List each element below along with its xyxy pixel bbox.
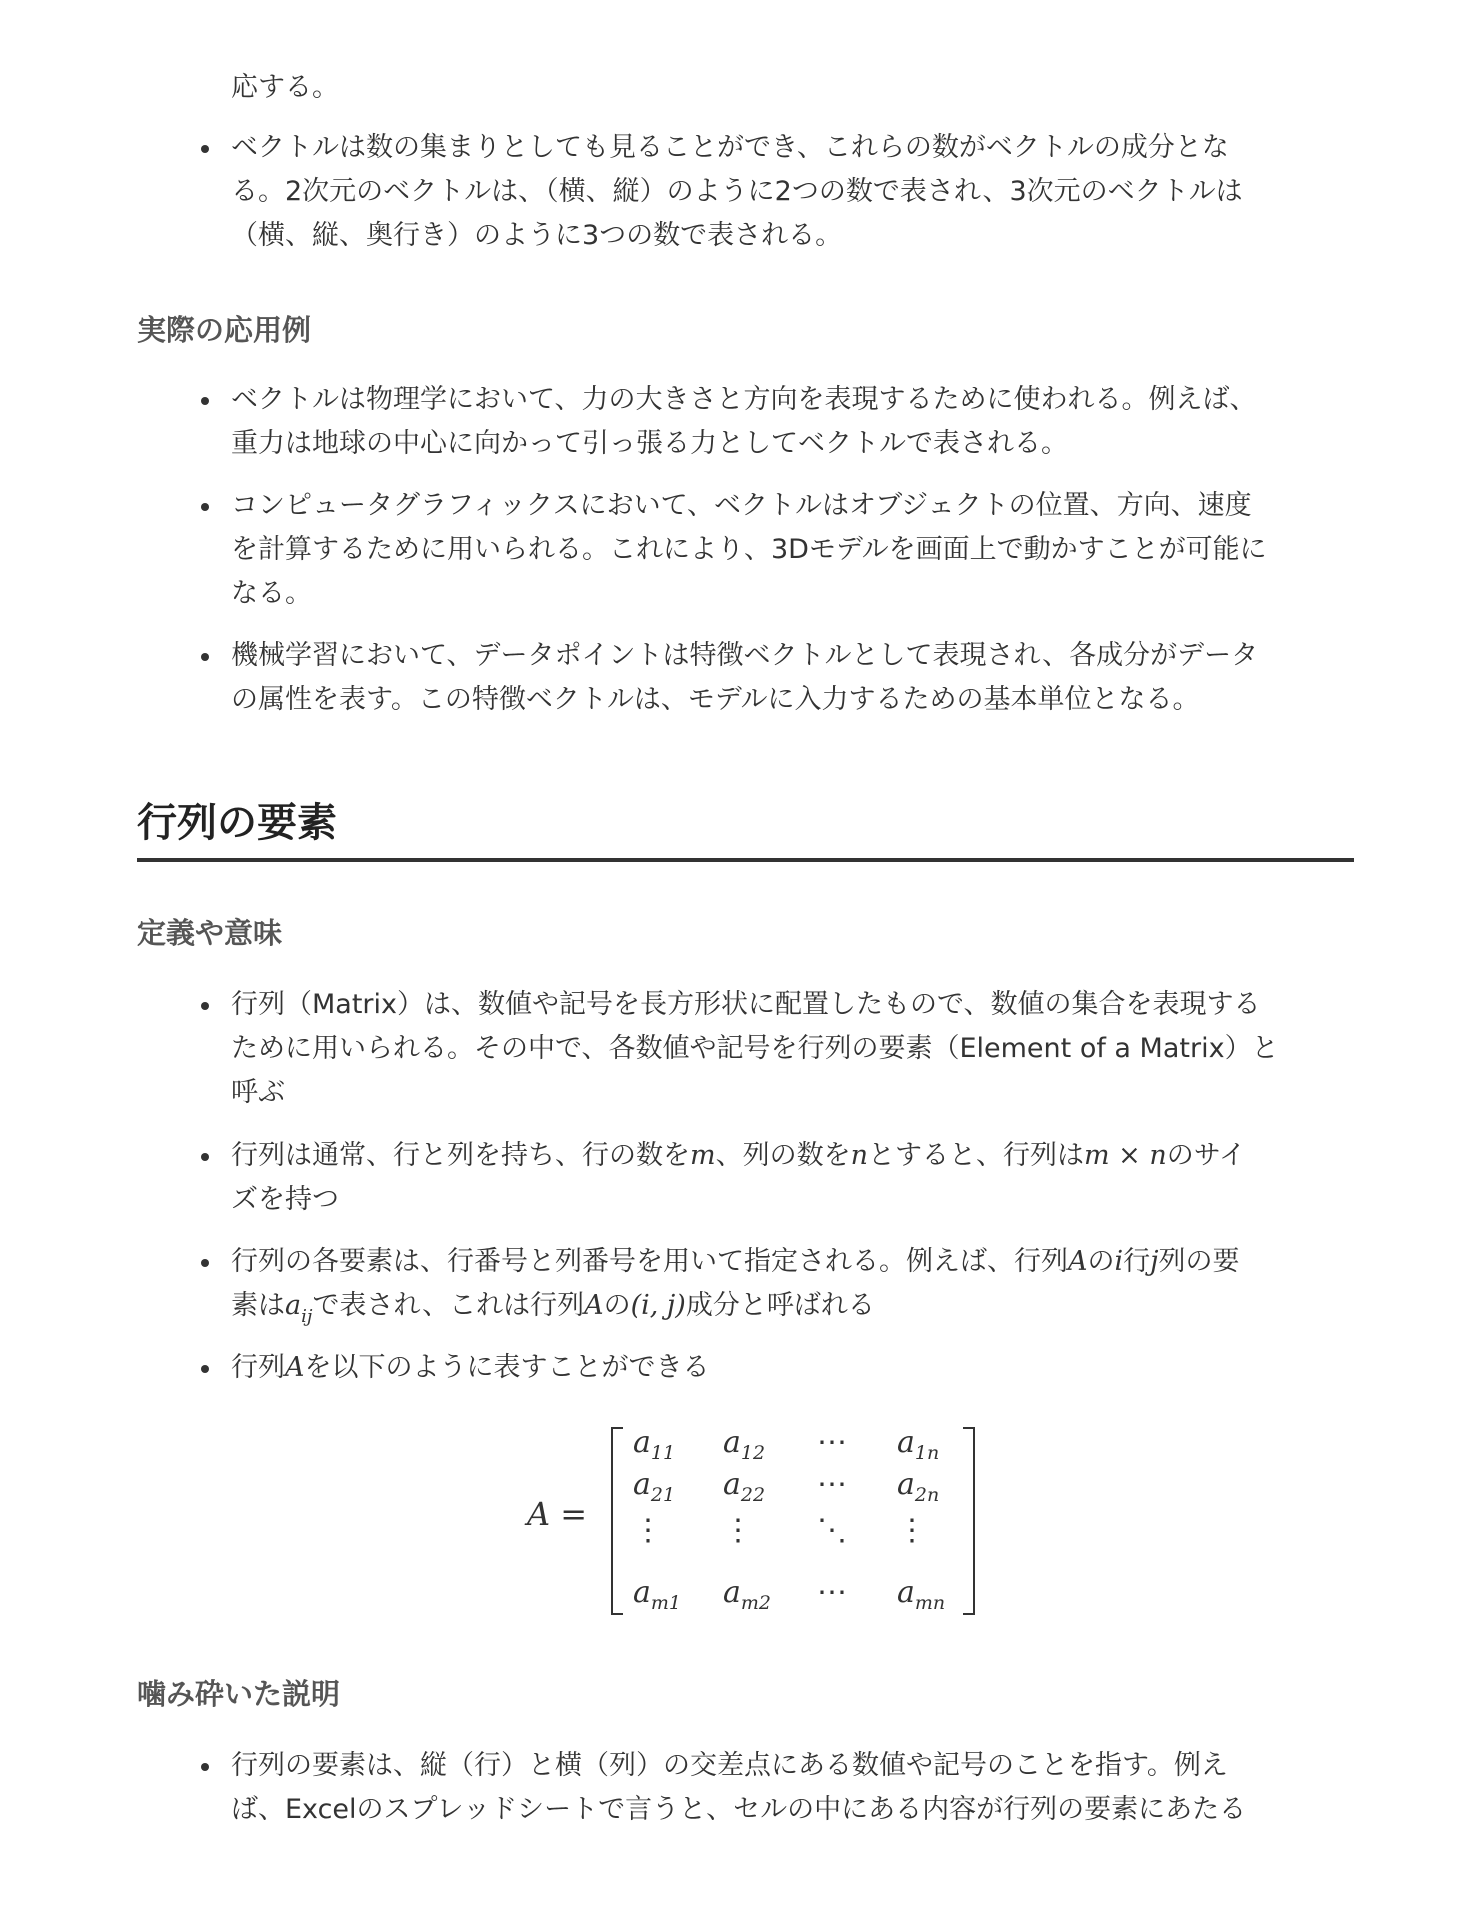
matrix-lhs: A =	[527, 1495, 588, 1533]
matrix-cell: ⋯	[817, 1467, 847, 1502]
matrix-cell: $a_{mn}$	[897, 1575, 946, 1614]
matrix-cell: ⋯	[817, 1575, 847, 1610]
matrix-cell: ⋮	[723, 1513, 753, 1548]
list-item: 行列は通常、行と列を持ち、行の数をm、列の数をnとすると、行列はm × nのサイ ズを持つ	[231, 1134, 1351, 1222]
explanation-heading: 噛み砕いた説明	[137, 1677, 341, 1711]
heading-divider	[137, 858, 1354, 862]
list-item: 行列の要素は、縦（行）と横（列）の交差点にある数値や記号のことを指す。例え ば、Excelのスプレッドシートで言うと、セルの中にある内容が行列の要素にあたる	[231, 1744, 1351, 1832]
bullet-icon	[201, 1763, 209, 1771]
list-item: ベクトルは物理学において、力の大きさと方向を表現するために使われる。例えば、 重力は地球の中心に向かって引っ張る力としてベクトルで表される。	[231, 378, 1351, 466]
matrix-cell: $a_{11}$	[633, 1425, 676, 1464]
right-bracket	[963, 1427, 975, 1615]
matrix-cell: $a_{22}$	[723, 1467, 766, 1506]
matrix-cell: $a_{2n}$	[897, 1467, 940, 1506]
list-item: 行列の各要素は、行番号と列番号を用いて指定される。例えば、行列Aのi行j列の要 素は$a_{ij}$で表され、これは行列Aの(i, j)成分と呼ばれる	[231, 1240, 1351, 1331]
matrix-cell: ⋮	[633, 1513, 663, 1548]
list-item: コンピュータグラフィックスにおいて、ベクトルはオブジェクトの位置、方向、速度 を計算するために用いられる。これにより、3Dモデルを画面上で動かすことが可能に なる。	[231, 484, 1351, 616]
matrix-cell: $a_{1n}$	[897, 1425, 940, 1464]
matrix-cell: $a_{m1}$	[633, 1575, 681, 1614]
matrix-cell: $a_{12}$	[723, 1425, 766, 1464]
left-bracket	[611, 1427, 623, 1615]
list-item: 行列Aを以下のように表すことができる	[231, 1346, 1351, 1390]
matrix-cell: $a_{m2}$	[723, 1575, 771, 1614]
bullet-icon	[201, 503, 209, 511]
matrix-cell: ⋯	[817, 1425, 847, 1460]
section-title: 行列の要素	[137, 800, 337, 846]
matrix-equation	[527, 1425, 1127, 1615]
matrix-cell: ⋱	[817, 1513, 847, 1548]
list-item: 機械学習において、データポイントは特徴ベクトルとして表現され、各成分がデータ の属性を表す。この特徴ベクトルは、モデルに入力するための基本単位となる。	[231, 634, 1351, 722]
list-item: ベクトルは数の集まりとしても見ることができ、これらの数がベクトルの成分とな る。2次元のベクトルは、（横、縦）のように2つの数で表され、3次元のベクトルは （横、縦、奥行き）のように3つの数で表される。	[231, 126, 1351, 258]
bullet-icon	[201, 653, 209, 661]
continuation-text: 応する。	[231, 72, 339, 103]
bullet-icon	[201, 1002, 209, 1010]
applications-heading: 実際の応用例	[137, 313, 312, 347]
matrix-cell: $a_{21}$	[633, 1467, 676, 1506]
matrix-cell: ⋮	[897, 1513, 927, 1548]
definition-heading: 定義や意味	[137, 916, 283, 950]
bullet-icon	[201, 145, 209, 153]
bullet-icon	[201, 1365, 209, 1373]
bullet-icon	[201, 1259, 209, 1267]
bullet-icon	[201, 1153, 209, 1161]
list-item: 行列（Matrix）は、数値や記号を長方形状に配置したもので、数値の集合を表現する ために用いられる。その中で、各数値や記号を行列の要素（Element of a Matrix）と 呼ぶ	[231, 983, 1351, 1115]
bullet-icon	[201, 397, 209, 405]
